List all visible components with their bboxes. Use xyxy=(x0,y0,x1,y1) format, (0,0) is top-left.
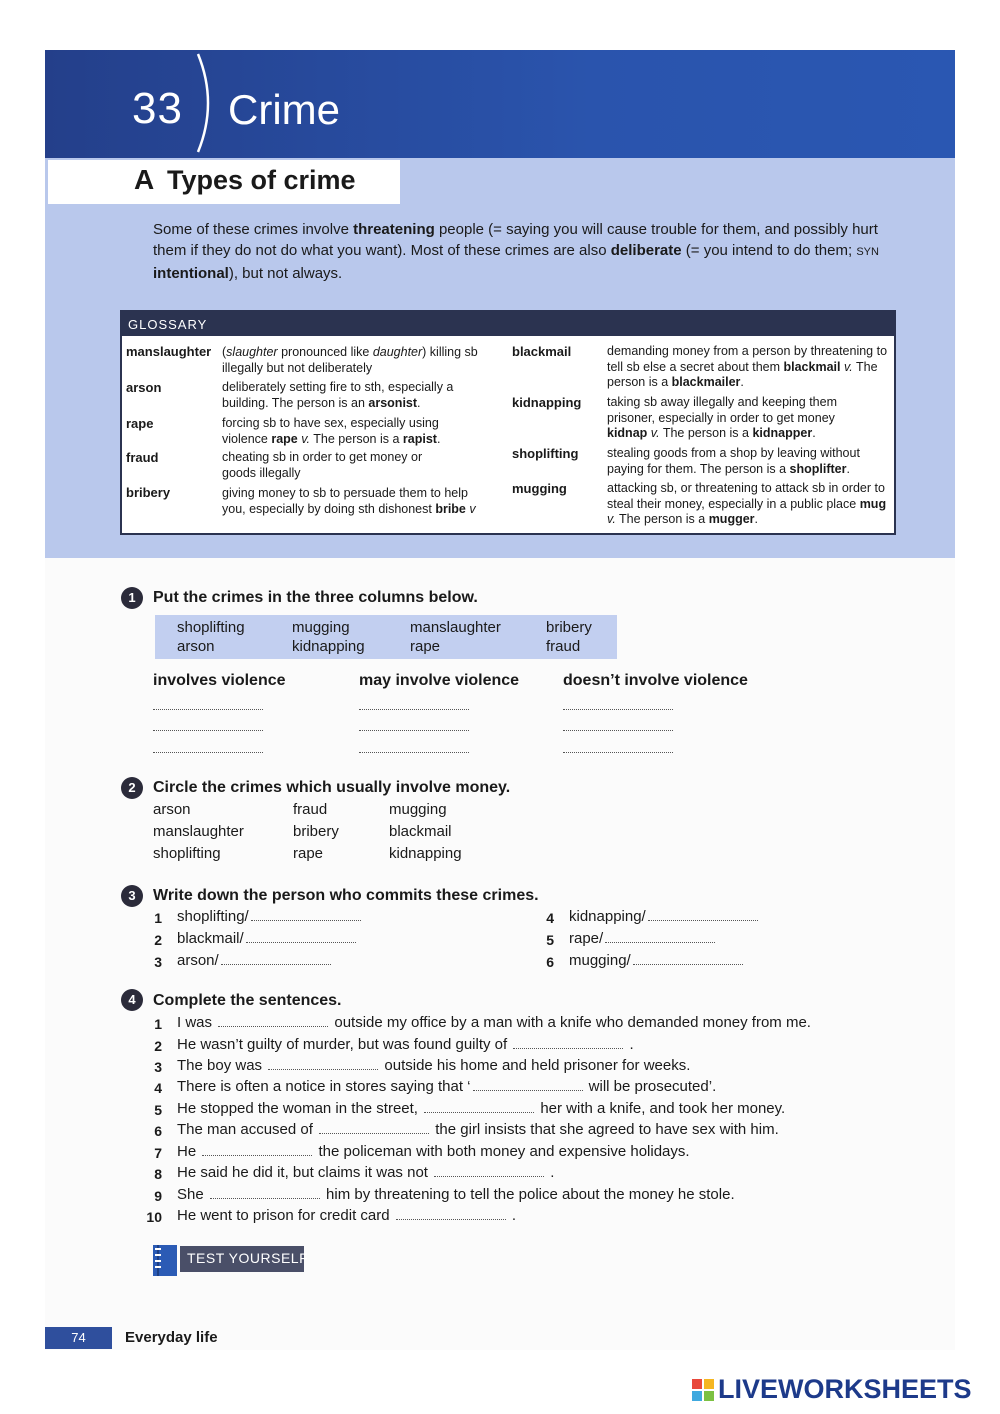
glossary-term: rape xyxy=(126,416,154,431)
glossary-definition: demanding money from a person by threatening to tell sb else a secret about them blackmail v. The person is a blackmailer. xyxy=(607,344,888,389)
sentence: He the policeman with both money and expensive holidays. xyxy=(177,1143,690,1160)
answer-blank[interactable] xyxy=(396,1207,506,1220)
answer-blank[interactable] xyxy=(513,1036,623,1049)
answer-line[interactable] xyxy=(359,730,469,731)
question-number: 2 xyxy=(154,932,162,948)
glossary-definition: stealing goods from a shop by leaving without paying for them. The person is a shoplifter. xyxy=(607,446,860,476)
glossary-box xyxy=(120,310,896,535)
sentence: He wasn’t guilty of murder, but was found guilty of . xyxy=(177,1036,634,1053)
question-number: 3 xyxy=(154,954,162,970)
answer-blank[interactable] xyxy=(473,1078,583,1091)
glossary-term: fraud xyxy=(126,450,159,465)
glossary-definition: (slaughter pronounced like daughter) killing sb illegally but not deliberately xyxy=(222,345,478,375)
answer-blank[interactable] xyxy=(424,1100,534,1113)
crime-option[interactable]: fraud xyxy=(293,801,328,818)
question-text: rape/ xyxy=(569,930,717,947)
question-number: 5 xyxy=(546,932,554,948)
sentence: There is often a notice in stores saying that ‘ will be prosecuted’. xyxy=(177,1078,717,1095)
glossary-definition: forcing sb to have sex, especially using violence rape v. The person is a rapist. xyxy=(222,416,441,446)
question-text: kidnapping/ xyxy=(569,908,760,925)
word-item: rape xyxy=(410,638,441,655)
crime-option[interactable]: shoplifting xyxy=(153,845,221,862)
answer-blank[interactable] xyxy=(202,1143,312,1156)
word-item: shoplifting xyxy=(177,619,245,636)
notebook-icon xyxy=(152,1243,178,1277)
column-header: involves violence xyxy=(153,672,286,689)
footer-section: Everyday life xyxy=(125,1329,218,1346)
answer-line[interactable] xyxy=(563,730,673,731)
question-number: 7 xyxy=(154,1145,162,1161)
word-item: arson xyxy=(177,638,215,655)
answer-blank[interactable] xyxy=(251,908,361,921)
crime-option[interactable]: kidnapping xyxy=(389,845,462,862)
question-number: 4 xyxy=(154,1080,162,1096)
exercise-title: Write down the person who commits these crimes. xyxy=(153,887,539,904)
answer-line[interactable] xyxy=(359,709,469,710)
glossary-term: shoplifting xyxy=(512,446,579,461)
sentence: She him by threatening to tell the police about the money he stole. xyxy=(177,1186,735,1203)
test-yourself-label: TEST YOURSELF xyxy=(187,1250,309,1266)
answer-blank[interactable] xyxy=(605,930,715,943)
question-number: 8 xyxy=(154,1166,162,1182)
word-item: bribery xyxy=(546,619,592,636)
crime-option[interactable]: blackmail xyxy=(389,823,452,840)
liveworksheets-logo-icon xyxy=(692,1379,714,1401)
glossary-term: kidnapping xyxy=(512,395,582,410)
page-number: 74 xyxy=(45,1327,112,1349)
glossary-definition: cheating sb in order to get money or goods illegally xyxy=(222,450,423,480)
liveworksheets-watermark: LIVEWORKSHEETS xyxy=(718,1374,972,1404)
question-number: 3 xyxy=(154,1059,162,1075)
glossary-definition: taking sb away illegally and keeping them prisoner, especially in order to get money kidnap v. The person is a kidnapper. xyxy=(607,395,837,440)
sentence: I was outside my office by a man with a knife who demanded money from me. xyxy=(177,1014,811,1031)
sentence: The boy was outside his home and held prisoner for weeks. xyxy=(177,1057,691,1074)
answer-blank[interactable] xyxy=(268,1057,378,1070)
crime-option[interactable]: manslaughter xyxy=(153,823,244,840)
section-letter: A xyxy=(134,164,155,195)
answer-line[interactable] xyxy=(153,730,263,731)
answer-blank[interactable] xyxy=(246,930,356,943)
unit-title: Crime xyxy=(228,86,340,133)
question-text: blackmail/ xyxy=(177,930,358,947)
question-text: arson/ xyxy=(177,952,333,969)
unit-number: 33 xyxy=(132,84,183,133)
answer-blank[interactable] xyxy=(633,952,743,965)
word-item: kidnapping xyxy=(292,638,365,655)
exercise-title: Complete the sentences. xyxy=(153,992,342,1009)
question-number: 6 xyxy=(546,954,554,970)
question-number: 10 xyxy=(146,1209,162,1225)
crime-option[interactable]: arson xyxy=(153,801,191,818)
word-item: mugging xyxy=(292,619,350,636)
word-item: fraud xyxy=(546,638,581,655)
crime-option[interactable]: bribery xyxy=(293,823,339,840)
exercise-number: 3 xyxy=(121,885,143,907)
word-item: manslaughter xyxy=(410,619,501,636)
question-number: 2 xyxy=(154,1038,162,1054)
question-number: 5 xyxy=(154,1102,162,1118)
exercise-number: 4 xyxy=(121,989,143,1011)
glossary-definition: attacking sb, or threatening to attack sb in order to steal their money, especially in a public place mug v. The person is a mugger. xyxy=(607,481,887,526)
answer-blank[interactable] xyxy=(648,908,758,921)
exercise-number: 2 xyxy=(121,777,143,799)
column-header: doesn’t involve violence xyxy=(563,672,748,689)
answer-blank[interactable] xyxy=(210,1186,320,1199)
sentence: The man accused of the girl insists that she agreed to have sex with him. xyxy=(177,1121,779,1138)
sentence: He went to prison for credit card . xyxy=(177,1207,517,1224)
answer-line[interactable] xyxy=(153,752,263,753)
answer-blank[interactable] xyxy=(218,1014,328,1027)
glossary-definition: giving money to sb to persuade them to help you, especially by doing sth dishonest bribe v xyxy=(222,486,476,516)
answer-line[interactable] xyxy=(563,709,673,710)
glossary-term: blackmail xyxy=(512,344,572,359)
column-header: may involve violence xyxy=(359,672,520,689)
sentence: He stopped the woman in the street, her with a knife, and took her money. xyxy=(177,1100,786,1117)
glossary-term: manslaughter xyxy=(126,344,212,359)
glossary-term: bribery xyxy=(126,485,171,500)
question-number: 1 xyxy=(154,910,162,926)
crime-option[interactable]: rape xyxy=(293,845,324,862)
glossary-heading: GLOSSARY xyxy=(122,312,894,336)
question-text: mugging/ xyxy=(569,952,745,969)
section-title: Types of crime xyxy=(167,165,356,195)
question-number: 1 xyxy=(154,1016,162,1032)
intro-paragraph: Some of these crimes involve threatening people (= saying you will cause trouble for them, and possibly hurt them if they do not do what you want). Most of these crimes are also deliberate (= you intend to do them; SYN intentional), but not always. xyxy=(153,221,879,282)
question-text: shoplifting/ xyxy=(177,908,363,925)
answer-line[interactable] xyxy=(563,752,673,753)
answer-blank[interactable] xyxy=(319,1121,429,1134)
crime-option[interactable]: mugging xyxy=(389,801,447,818)
exercise-number: 1 xyxy=(121,587,143,609)
question-number: 9 xyxy=(154,1188,162,1204)
glossary-term: arson xyxy=(126,380,162,395)
exercise-title: Circle the crimes which usually involve money. xyxy=(153,779,511,796)
answer-blank[interactable] xyxy=(221,952,331,965)
exercise-title: Put the crimes in the three columns below. xyxy=(153,589,478,606)
question-number: 4 xyxy=(546,910,554,926)
glossary-definition: deliberately setting fire to sth, especially a building. The person is an arsonist. xyxy=(222,380,454,410)
question-number: 6 xyxy=(154,1123,162,1139)
answer-blank[interactable] xyxy=(434,1164,544,1177)
glossary-term: mugging xyxy=(512,481,567,496)
answer-line[interactable] xyxy=(153,709,263,710)
answer-line[interactable] xyxy=(359,752,469,753)
unit-divider-curve xyxy=(196,52,220,154)
sentence: He said he did it, but claims it was not . xyxy=(177,1164,555,1181)
